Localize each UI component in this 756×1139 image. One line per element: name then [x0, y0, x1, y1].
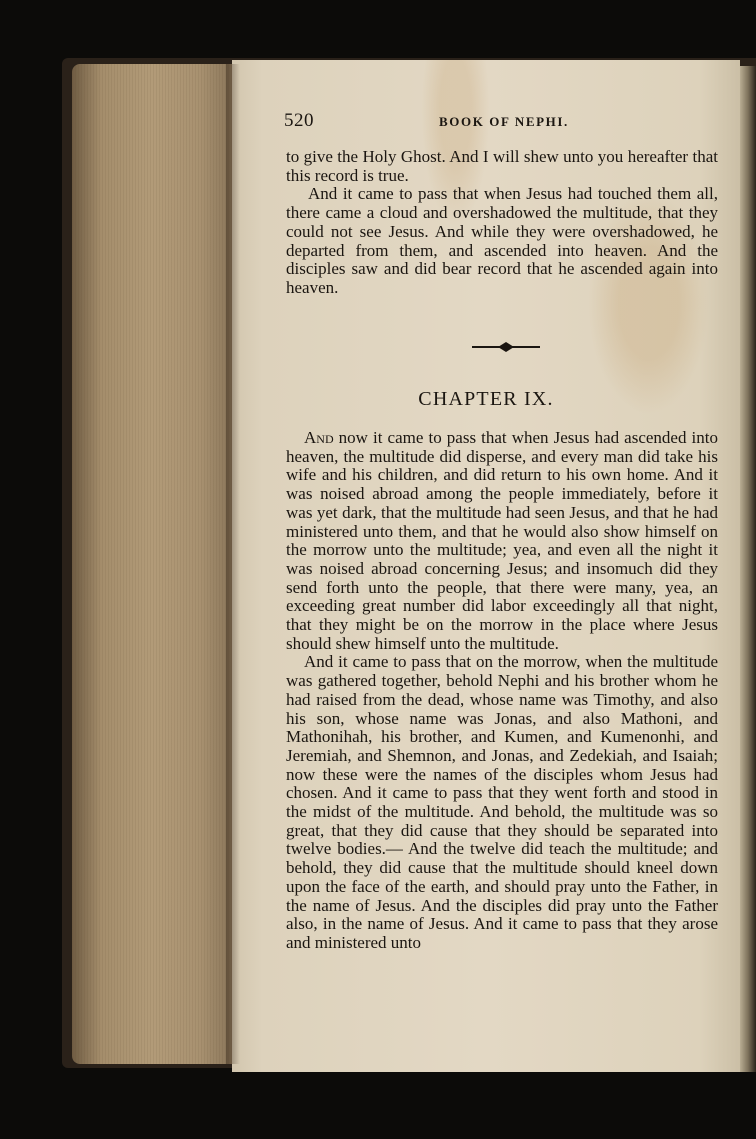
top-text-block — [286, 148, 718, 298]
book-page — [232, 60, 740, 1072]
drop-word: And — [304, 428, 334, 447]
ornament-divider-icon — [472, 341, 540, 353]
chapter-heading: CHAPTER IX. — [418, 388, 554, 410]
right-page-edge — [740, 66, 756, 1072]
page-number: 520 — [284, 110, 314, 131]
chapter-paragraph-1 — [286, 429, 718, 653]
running-head — [284, 110, 720, 132]
chapter-paragraph-2: And it came to pass that on the morrow, when the multitude was gathered together, behold Nephi and his brother whom he had raised from the dead, whose name was Timothy, and also his son, whose name was Jonas, and also Mathoni, and Mathonihah, his brother, and Kumen, and Kumenonhi, and Jeremiah, and Shemnon, and Jonas, and Zedekiah, and Isaiah; now these were the names of the disciples whom Jesus had chosen. And it came to pass that they went forth and stood in the midst of the multitude. And behold, the multitude was so great, that they did cause that they should be separated into twelve bodies.— And the twelve did teach the multitude; and behold, they did cause that the multitude should kneel down upon the face of the earth, and should pray unto the Father, in the name of Jesus. And the disciples did pray unto the Father also, in the name of Jesus. And it came to pass that they arose and ministered unto — [286, 652, 718, 952]
chapter-paragraph-1-text: now it came to pass that when Jesus had ascended into heaven, the multitude did disperse, and every man did take his wife and his children, and did return to his own home. And it was noised abroad among the people immediately, before it was yet dark, that the multitude had seen Jesus, and that he had ministered unto them, and that he would also show himself on the morrow unto the multitude; yea, and even all the night it was noised abroad concerning Jesus; and insomuch did they send forth unto the people, that there were many, yea, an exceeding great number did labor exceedingly all that night, that they might be on the morrow in the place where Jesus should shew himself unto the multitude. — [286, 428, 718, 653]
page-edges — [72, 64, 232, 1064]
spine-shadow — [226, 64, 240, 1064]
chapter-text — [286, 429, 718, 953]
top-paragraph-2: And it came to pass that when Jesus had touched them all, there came a cloud and overshadowed the multitude, that they could not see Jesus. And while they were overshadowed, he departed from them, and ascended into heaven. And the disciples saw and did bear record that he ascended again into heaven. — [286, 184, 718, 297]
running-title: BOOK OF NEPHI. — [439, 114, 569, 129]
top-paragraph-1: to give the Holy Ghost. And I will shew unto you hereafter that this record is true. — [286, 147, 718, 185]
